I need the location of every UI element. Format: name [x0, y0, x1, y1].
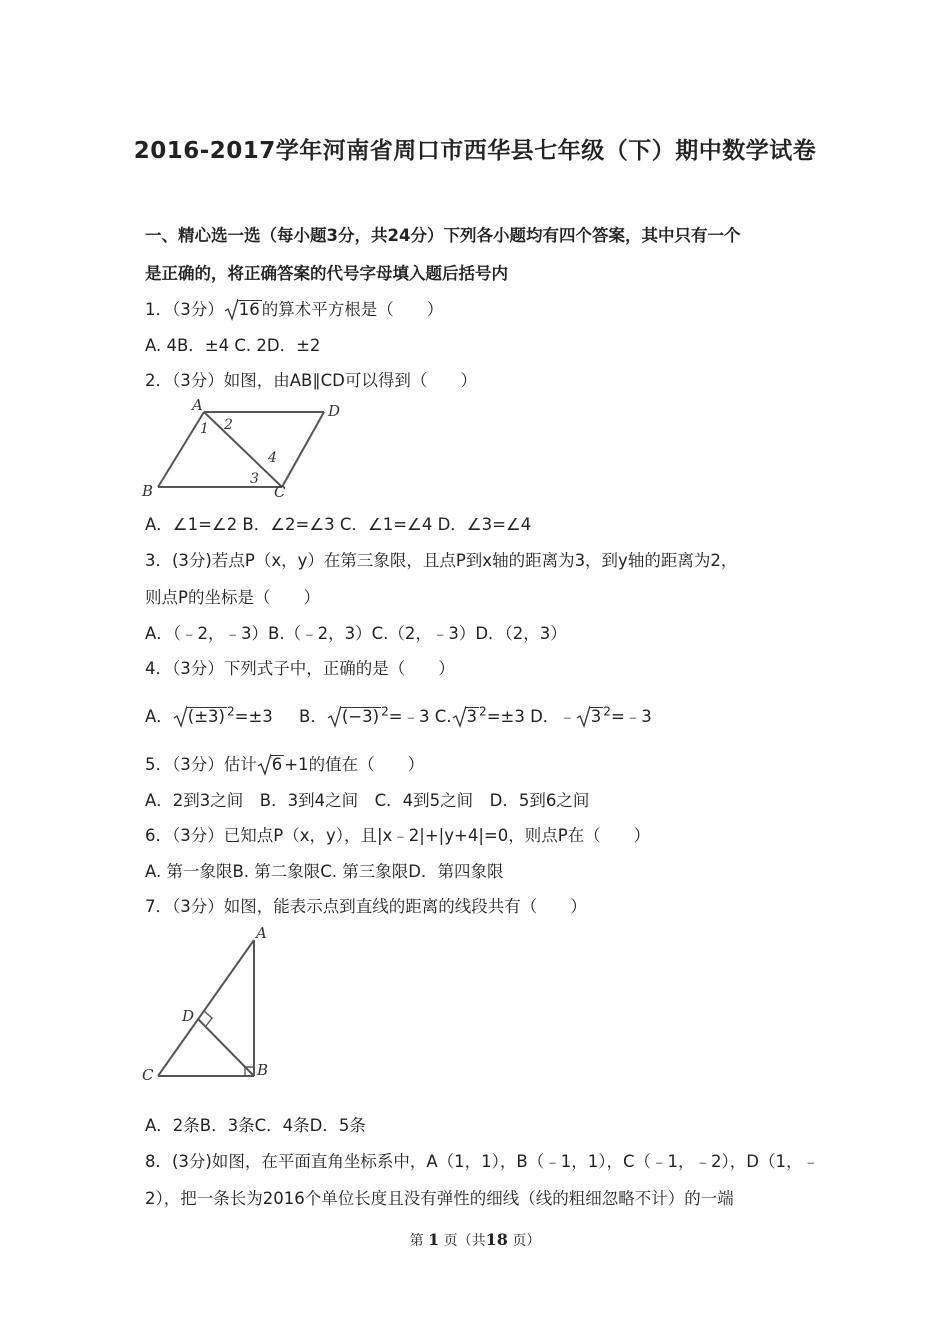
page-title: 2016-2017学年河南省周口市西华县七年级（下）期中数学试卷 — [133, 138, 817, 164]
q7-label-b: B — [257, 1061, 269, 1079]
q2-label-b: B — [142, 482, 154, 500]
q4-c-radicand: 3 — [466, 707, 478, 726]
q1-sqrt — [224, 300, 262, 320]
question-2-stem: 2．（3分）如图，由AB∥CD可以得到（ ） — [145, 371, 477, 390]
q4-c-sqrt — [452, 707, 480, 727]
question-6-options: A. 第一象限B. 第二象限C. 第三象限D．第四象限 — [145, 862, 504, 881]
page-footer — [0, 1230, 950, 1250]
q4-a-exponent: 2 — [227, 704, 235, 719]
question-3-line2: 则点P的坐标是（ ） — [145, 588, 320, 607]
q2-label-c: C — [274, 483, 286, 500]
question-8-line2: 2），把一条长为2016个单位长度且没有弹性的细线（线的粗细忽略不计）的一端 — [145, 1189, 734, 1208]
question-1-stem — [145, 296, 443, 320]
question-2-figure — [138, 398, 348, 500]
question-4-stem: 4．（3分）下列式子中，正确的是（ ） — [145, 659, 455, 678]
question-5-options: A．2到3之间 B．3到4之间 C．4到5之间 D．5到6之间 — [145, 791, 590, 810]
q5-radicand: 6 — [271, 755, 283, 774]
q2-label-angle4: 4 — [268, 450, 277, 466]
q4-a-sqrt — [173, 707, 227, 727]
radical-sign-icon — [452, 705, 466, 729]
question-7-figure — [138, 922, 278, 1084]
footer-post: 页） — [512, 1233, 541, 1249]
q4-d-rhs: =﹣3 — [610, 707, 652, 726]
footer-page-number: 1 — [428, 1230, 440, 1249]
q4-d-radicand: 3 — [590, 707, 602, 726]
q1-prefix: 1．（3分） — [145, 300, 224, 319]
q7-label-a: A — [256, 924, 267, 942]
q2-label-angle2: 2 — [224, 417, 233, 433]
q4-d-sqrt — [576, 707, 604, 727]
q2-label-angle3: 3 — [250, 471, 259, 487]
radical-sign-icon — [257, 753, 271, 777]
section-heading-line2: 是正确的，将正确答案的代号字母填入题后括号内 — [145, 264, 508, 283]
q4-b-radicand: (−3) — [341, 707, 380, 726]
q4-c-rhs: =±3 D．﹣ — [486, 707, 576, 726]
question-5-stem — [145, 751, 424, 775]
q4-b-sqrt — [327, 707, 381, 727]
footer-mid: 页（共 — [443, 1233, 486, 1249]
radical-sign-icon — [327, 705, 341, 729]
q7-label-d: D — [182, 1007, 195, 1025]
question-1-options: A. 4B．±4 C. 2D．±2 — [145, 336, 321, 355]
q4-d-exponent: 2 — [603, 704, 611, 719]
q5-prefix: 5．（3分）估计 — [145, 755, 257, 774]
footer-total-pages: 18 — [485, 1230, 508, 1249]
q4-b-label: B． — [299, 707, 327, 726]
question-3-options: A．（﹣2，﹣3）B.（﹣2，3）C.（2，﹣3）D．（2，3） — [145, 624, 567, 643]
question-8-line1: 8．(3分)如图，在平面直角坐标系中，A（1，1），B（﹣1，1），C（﹣1，﹣2），D（1，﹣ — [145, 1152, 819, 1171]
q2-label-a: A — [192, 398, 203, 414]
question-7-stem: 7．（3分）如图，能表示点到直线的距离的线段共有（ ） — [145, 897, 587, 916]
section-heading-line1: 一、精心选一选（每小题3分，共24分）下列各小题均有四个答案，其中只有一个 — [145, 226, 741, 245]
q4-a-label: A． — [145, 707, 173, 726]
q2-label-angle1: 1 — [200, 421, 209, 437]
q1-suffix: 的算术平方根是（ ） — [261, 300, 444, 319]
question-6-stem: 6．（3分）已知点P（x，y），且|x﹣2|+|y+4|=0，则点P在（ ） — [145, 826, 651, 845]
question-4-options — [145, 703, 652, 727]
question-7-options: A．2条B．3条C．4条D．5条 — [145, 1116, 366, 1135]
q4-a-rhs: =±3 — [234, 707, 273, 726]
q4-b-rhs: =﹣3 C. — [388, 707, 452, 726]
q5-suffix: +1的值在（ ） — [284, 755, 425, 774]
q5-sqrt — [257, 755, 285, 775]
q4-b-exponent: 2 — [381, 704, 389, 719]
radical-sign-icon — [173, 705, 187, 729]
q4-a-radicand: (±3) — [187, 707, 225, 726]
q1-radicand: 16 — [238, 300, 260, 319]
radical-sign-icon — [224, 298, 238, 322]
radical-sign-icon — [576, 705, 590, 729]
q4-c-exponent: 2 — [479, 704, 487, 719]
q7-label-c: C — [142, 1066, 154, 1084]
footer-pre: 第 — [409, 1233, 424, 1249]
question-3-line1: 3．(3分)若点P（x，y）在第三象限，且点P到x轴的距离为3，到y轴的距离为2， — [145, 551, 738, 570]
question-2-options: A．∠1=∠2 B．∠2=∠3 C．∠1=∠4 D．∠3=∠4 — [145, 515, 532, 534]
q2-label-d: D — [328, 402, 341, 420]
